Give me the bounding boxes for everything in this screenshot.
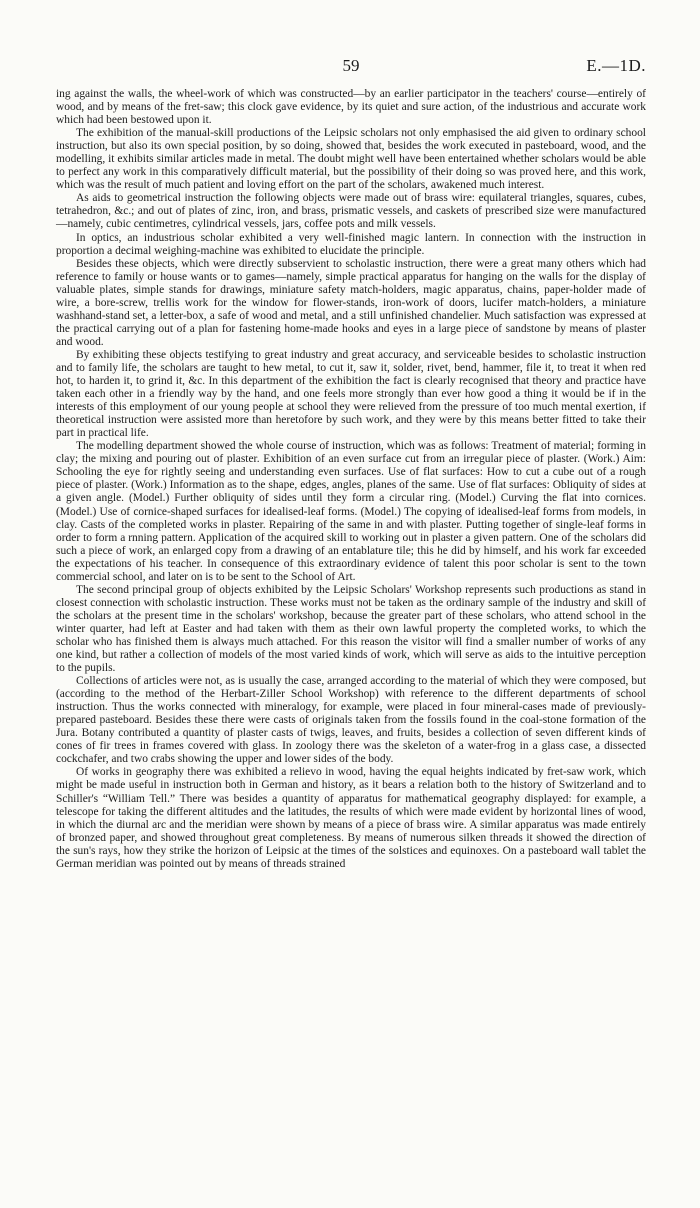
paragraph-household-objects: Besides these objects, which were directly subservient to scholastic instruction, there were a great many others which had reference to family or house wants or to games—namely, simple practical apparatus for hanging on the walls for the display of valuable plates, simple stands for drawings, miniature safety match-holders, magic apparatus, chains, paper-holder made of wire, a bore-screw, trellis work for the window for flower-stands, iron-work of doors, lucifer match-holders, a miniature washhand-stand set, a letter-box, a safe of wood and metal, and a still unfinished chandelier. Much satisfaction was expressed at the practical carrying out of a plan for fastening home-made hooks and eyes in a large piece of sandstone by means of plaster and wood. bbox=[56, 257, 646, 348]
paragraph-geometrical-aids: As aids to geometrical instruction the following objects were made out of brass wire: equilateral triangles, squares, cubes, tetrahedron, &c.; and out of plates of zinc, iron, and brass, prismatic vessels, and caskets of prescribed size were manufactured—namely, cubic centimetres, cylindrical vessels, jars, coffee pots and milk vessels. bbox=[56, 192, 646, 231]
paragraph-metal-work: The exhibition of the manual-skill productions of the Leipsic scholars not only emphasised the aid given to ordinary school instruction, but also its own special position, by so doing, showed that, besides the work executed in pasteboard, wood, and the modelling, it exhibits similar articles made in metal. The doubt might well have been entertained whether scholars would be able to perfect any work in this comparatively difficult material, but the possibility of their doing so was proved here, and this work, which was the result of much patient and loving effort on the part of the scholars, awakened much interest. bbox=[56, 127, 646, 192]
document-reference: E.—1D. bbox=[586, 56, 646, 75]
page-header bbox=[56, 56, 646, 78]
paragraph-optics: In optics, an industrious scholar exhibited a very well-finished magic lantern. In connection with the instruction in proportion a decimal weighing-machine was exhibited to elucidate the principle. bbox=[56, 231, 646, 257]
body-text bbox=[56, 88, 646, 871]
paragraph-metal-skills: By exhibiting these objects testifying to great industry and great accuracy, and serviceable besides to scholastic instruction and to family life, the scholars are taught to hew metal, to cut it, saw it, solder, rivet, bend, hammer, file it, to treat it when red hot, to harden it, to grind it, &c. In this department of the exhibition the fact is clearly recognised that theory and practice have taken each other in a friendly way by the hand, and one feels more strongly than ever how good a thing it would be if in the interests of this employment of our young people at school they were relieved from the pressure of too much mental exertion, if theoretical instruction were assisted more than heretofore by such work, and they were by this means better fitted to take their part in practical life. bbox=[56, 348, 646, 440]
paragraph-modelling: The modelling department showed the whole course of instruction, which was as follows: Treatment of material; forming in clay; the mixing and pouring out of plaster. Exhibition of an even surface cut from an irregular piece of plaster. (Work.) Aim: Schooling the eye for rightly seeing and understanding even surfaces. Use of flat surfaces: How to cut a cube out of a rough piece of plaster. (Work.) Information as to the shape, edges, angles, planes of the same. Use of flat surfaces: Obliquity of sides at a given angle. (Model.) Further obliquity of sides until they form a circular ring. (Model.) Curving the flat into cornices. (Model.) Use of cornice-shaped surfaces for idealised-leaf forms. (Model.) The copying of idealised-leaf forms from models, in clay. Casts of the completed works in plaster. Repairing of the same in and with plaster. Putting together of single-leaf forms in order to form a rnning pattern. Application of the acquired skill to working out in plaster a given pattern. One of the scholars did such a piece of work, an enlarged copy from a drawing of an entablature tile; this he did by himself, and his work far exceeded the expectations of his teacher. In consequence of this extraordinary evidence of talent this poor scholar is sent to the town commercial school, and later on is to be sent to the School of Art. bbox=[56, 440, 646, 583]
paragraph-continued: ing against the walls, the wheel-work of which was constructed—by an earlier participator in the teachers' course—entirely of wood, and by means of the fret-saw; this clock gave evidence, by its quiet and sure action, of the industrious and accurate work which had been bestowed upon it. bbox=[56, 88, 646, 127]
paragraph-geography: Of works in geography there was exhibited a relievo in wood, having the equal heights indicated by fret-saw work, which might be made useful in instruction both in German and history, as it bears a relation both to the history of Switzerland and to Schiller's “William Tell.” There was besides a quantity of apparatus for mathematical geography displayed: for example, a telescope for taking the different altitudes and the latitudes, the results of which were made evident by horizontal lines of wood, in which the diurnal arc and the meridian were shown by means of a piece of brass wire. A similar apparatus was made entirely of bronzed paper, and showed throughout great completeness. By means of numerous silken threads it showed the direction of the sun's rays, how they strike the horizon of Leipsic at the times of the solstices and equinoxes. On a pasteboard wall tablet the German meridian was pointed out by means of threads strained bbox=[56, 766, 646, 870]
paragraph-collections: Collections of articles were not, as is usually the case, arranged according to the material of which they were composed, but (according to the method of the Herbart-Ziller School Workshop) with reference to the different departments of school instruction. Thus the works connected with mineralogy, for example, were placed in four mineral-cases made of previously-prepared pasteboard. Besides these there were casts of originals taken from the fossils found in the coal-stone formation of the Jura. Botany contributed a quantity of plaster casts of twigs, leaves, and fruits, besides a collection of seven different kinds of cones of fir trees in frames covered with glass. In zoology there was the skeleton of a water-frog in a glass case, a dissected cockchafer, and two crabs showing the upper and lower sides of the body. bbox=[56, 675, 646, 766]
paragraph-second-group: The second principal group of objects exhibited by the Leipsic Scholars' Workshop represents such productions as stand in closest connection with scholastic instruction. These works must not be taken as the ordinary sample of the industry and skill of the scholars at the present time in the scholars' workshop, because the greater part of these scholars, who attend school in the winter quarter, had left at Easter and had taken with them as their own lawful property the completed works, to which the scholar who has finished them is always much attached. For this reason the visitor will find a smaller number of works of any one kind, but rather a collection of models of the most varied kinds of work, which will serve as aids to the intuitive perception to the pupils. bbox=[56, 583, 646, 675]
page-number: 59 bbox=[342, 56, 360, 75]
